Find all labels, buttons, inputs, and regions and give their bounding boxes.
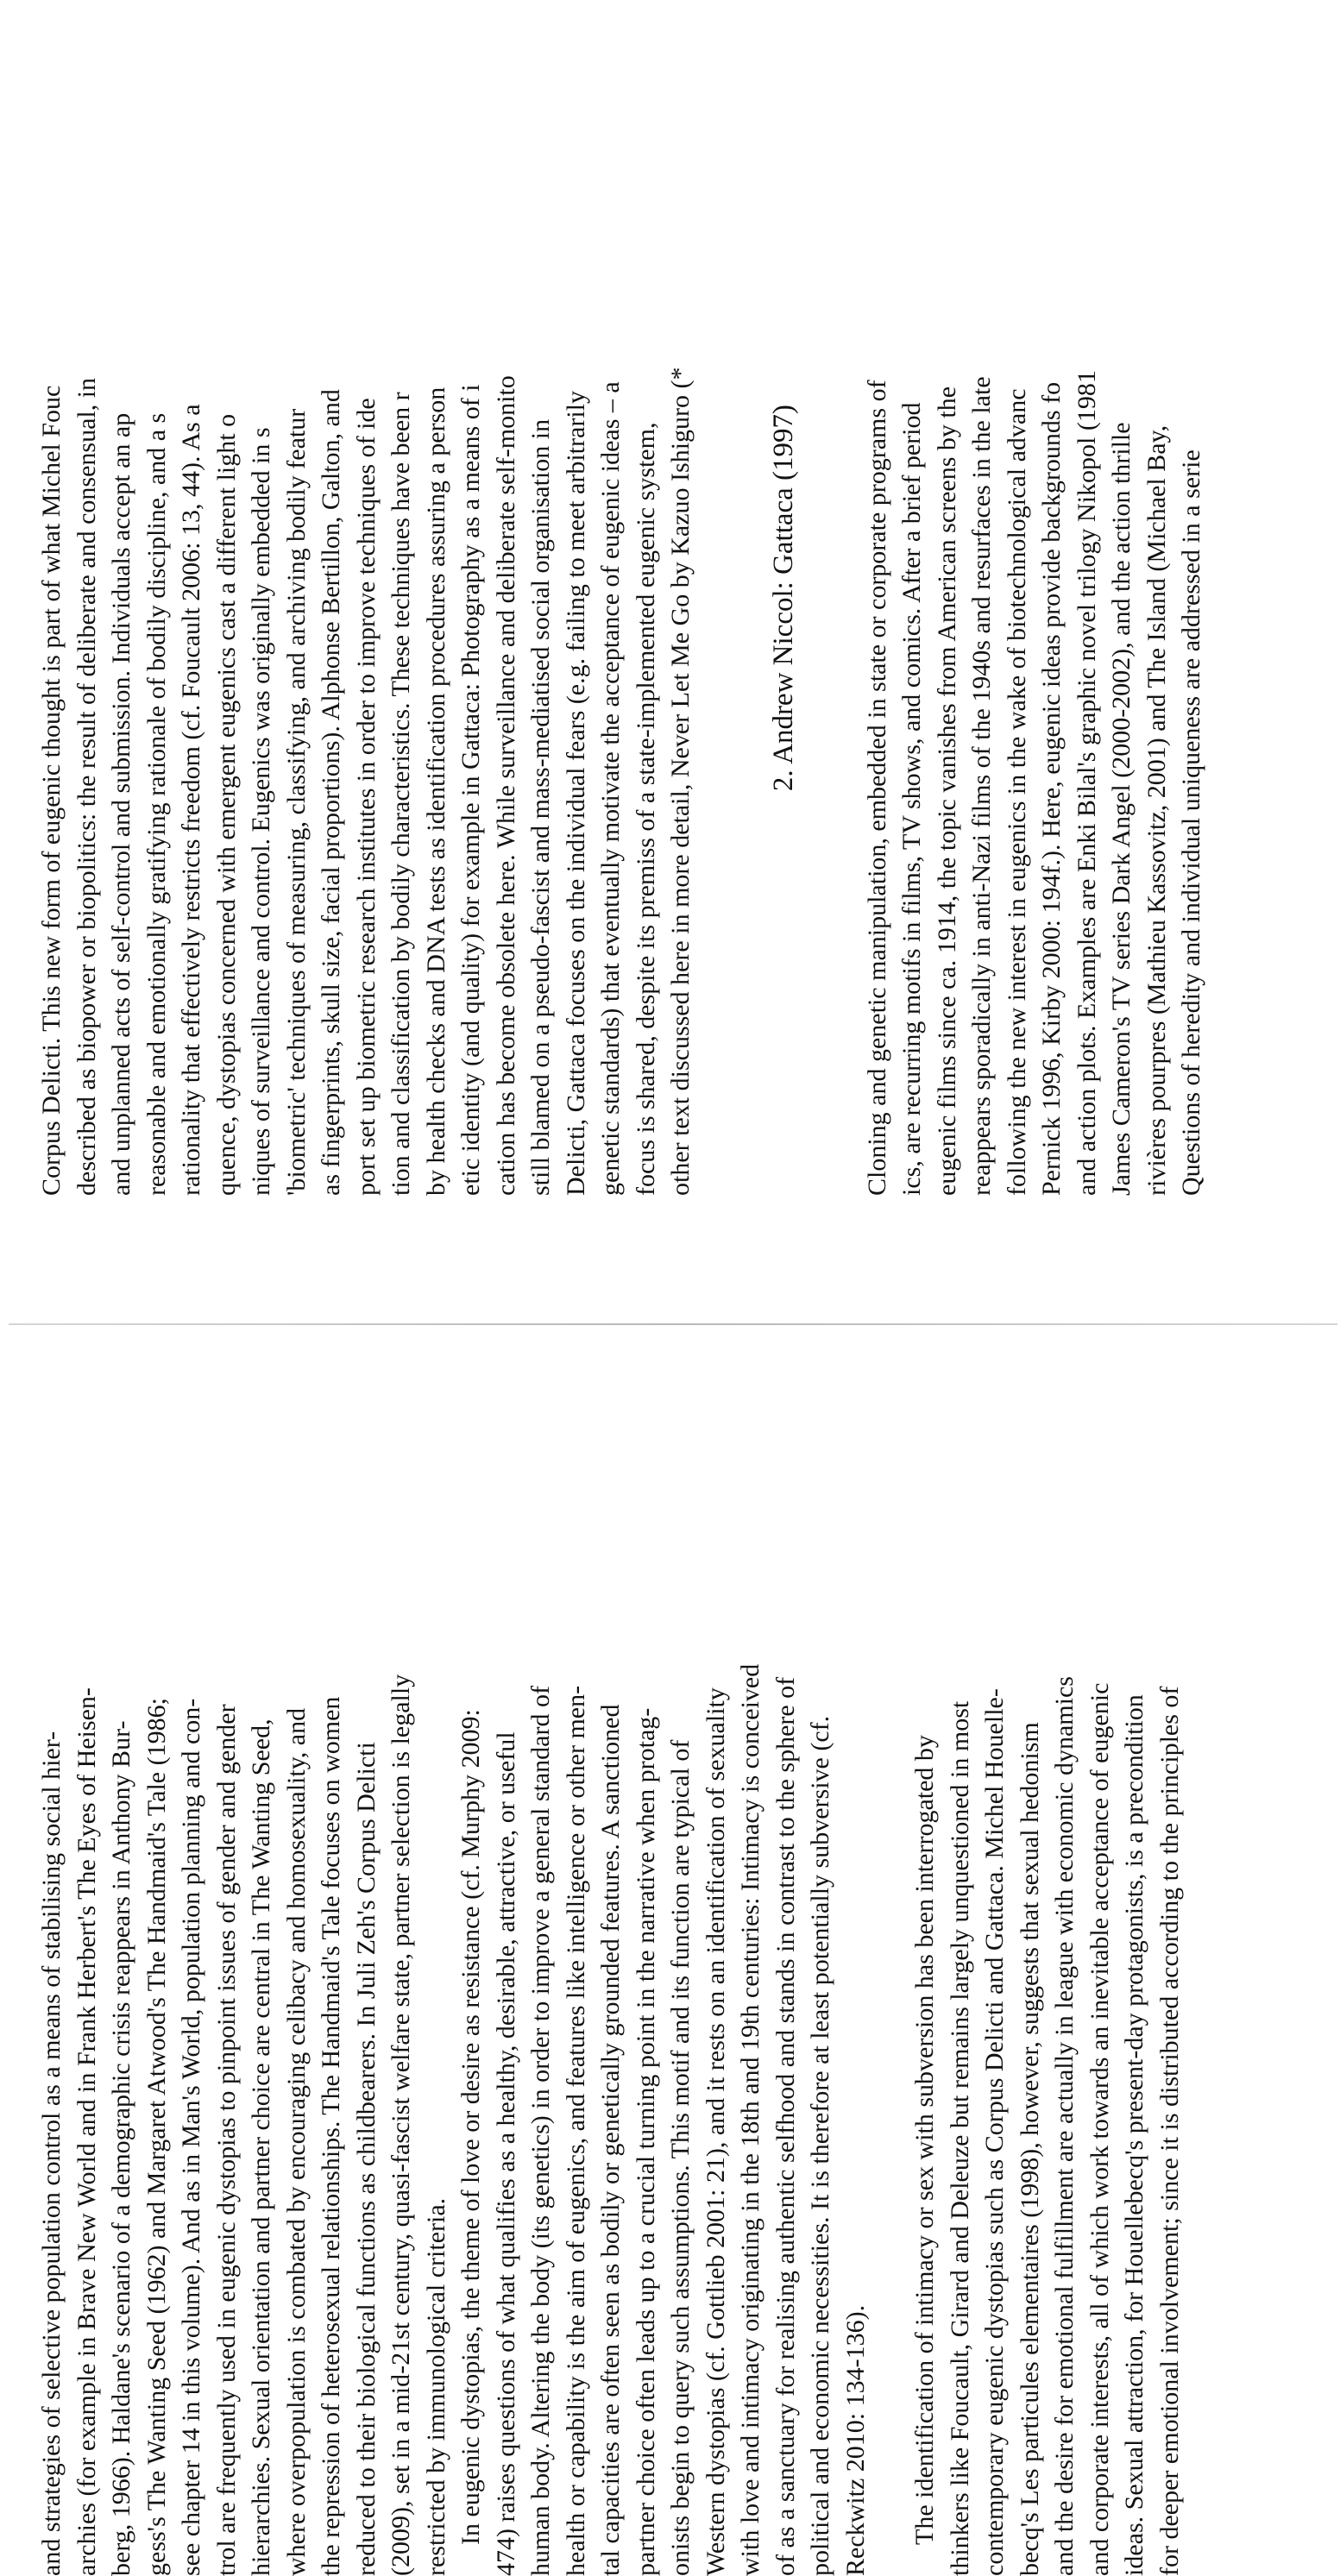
right-page-text-lower <box>860 0 1210 1196</box>
left-page <box>0 1351 1340 2576</box>
paragraph: In eugenic dystopias, the theme of love or desire as resistance (cf. Murphy 2009: 474) raises questions of what qualifies as a healthy, desirable, attractive, or useful human body. Altering the body (its genetics) in order to improve a general standard of health or capability is the aim of eugenics, and features like intelligence or other men- tal capacities are often seen as bodily or genetically grounded features. A sanctioned partner choice often leads up to a crucial turning point in the narrative when protag- onists begin to query such assumptions. This motif and its function are typical of Western dystopias (cf. Gottlieb 2001: 21), and it rests on an identification of sexuality with love and intimacy originating in the 18th and 19th centuries: Intimacy is conceived of as a sanctuary for realising authentic selfhood and stands in contrast to the sphere of political and economic necessities. It is therefore at least potentially subversive (cf. Reckwitz 2010: 134-136). <box>456 1663 870 2576</box>
section-heading: 2. Andrew Niccol: Gattaca (1997) <box>767 404 799 792</box>
paragraph: The identification of intimacy or sex with subversion has been interrogated by thinkers like Foucault, Girard and Deleuze but remains largely unquestioned in most contemporary eugenic dystopias such as Corpus Delicti and Gattaca. Michel Houelle- becq's Les particules elementaires (1998), however, suggests that sexual hedonism and the desire for emotional fulfillment are actually in league with economic dynamics and corporate interests, all of which work towards an inevitable acceptance of eugenic ideas. Sexual attraction, for Houellebecq's present-day protagonists, is a precondition for deeper emotional involvement; since it is distributed according to the principles of <box>910 1676 1184 2576</box>
paragraph: Corpus Delicti. This new form of eugenic thought is part of what Michel Fouc described as biopower or biopolitics: the result of deliberate and consensual, in and unplanned acts of self-control and submission. Individuals accept an ap reasonable and emotionally gratifying rationale of bodily discipline, and a s rationality that effectively restricts freedom (cf. Foucault 2006: 13, 44). As a quence, dystopias concerned with emergent eugenics cast a different light o niques of surveillance and control. Eugenics was originally embedded in s 'biometric' techniques of measuring, classifying, and archiving bodily featur as fingerprints, skull size, facial proportions). Alphonse Bertillon, Galton, and port set up biometric research institutes in order to improve techniques of ide tion and classification by bodily characteristics. These techniques have been r by health checks and DNA tests as identification procedures assuring a person etic identity (and quality) for example in Gattaca: Photography as a means of i cation has become obsolete here. While surveillance and deliberate self-monito still blamed on a pseudo-fascist and mass-mediatised social organisation in Delicti, Gattaca focuses on the individual fears (e.g. failing to meet arbitrarily genetic standards) that eventually motivate the acceptance of eugenic ideas – a focus is shared, despite its premiss of a state-implemented eugenic system, other text discussed here in more detail, Never Let Me Go by Kazuo Ishiguro (* <box>37 367 695 1196</box>
right-page <box>0 0 1340 1230</box>
page-gutter <box>9 1323 1337 1325</box>
paragraph-gap <box>873 1351 908 2576</box>
paragraph: Cloning and genetic manipulation, embedded in state or corporate programs of ics, are recurring motifs in films, TV shows, and comics. After a brief period eugenic films since ca. 1914, the topic vanishes from American screens by the reappears sporadically in anti-Nazi films of the 1940s and resurfaces in the late following the new interest in eugenics in the wake of biotechnological advanc Pernick 1996, Kirby 2000: 194f.). Here, eugenic ideas provide backgrounds fo and action plots. Examples are Enki Bilal's graphic novel trilogy Nikopol (1981 James Cameron's TV series Dark Angel (2000-2002), and the action thrille rivières pourpres (Mathieu Kassovitz, 2001) and The Island (Michael Bay, Questions of heredity and individual uniqueness are addressed in a serie <box>862 370 1205 1196</box>
right-page-text <box>35 0 699 1196</box>
paragraph: and strategies of selective population control as a means of stabilising social hier- archies (for example in Brave New World and in Frank Herbert's The Eyes of Heisen- berg, 1966). Haldane's scenario of a demographic crisis reappears in Anthony Bur- gess's The Wanting Seed (1962) and Margaret Atwood's The Handmaid's Tale (1986; see chapter 14 in this volume). And as in Man's World, population planning and con- trol are frequently used in eugenic dystopias to pinpoint issues of gender and gender hierarchies. Sexual orientation and partner choice are central in The Wanting Seed, where overpopulation is combated by encouraging celibacy and homosexuality, and the repression of heterosexual relationships. The Handmaid's Tale focuses on women reduced to their biological functions as childbearers. In Juli Zeh's Corpus Delicti (2009), set in a mid-21st century, quasi-fascist welfare state, partner selection is legally restricted by immunological criteria. <box>37 1674 450 2576</box>
left-page-text <box>35 1351 1187 2576</box>
